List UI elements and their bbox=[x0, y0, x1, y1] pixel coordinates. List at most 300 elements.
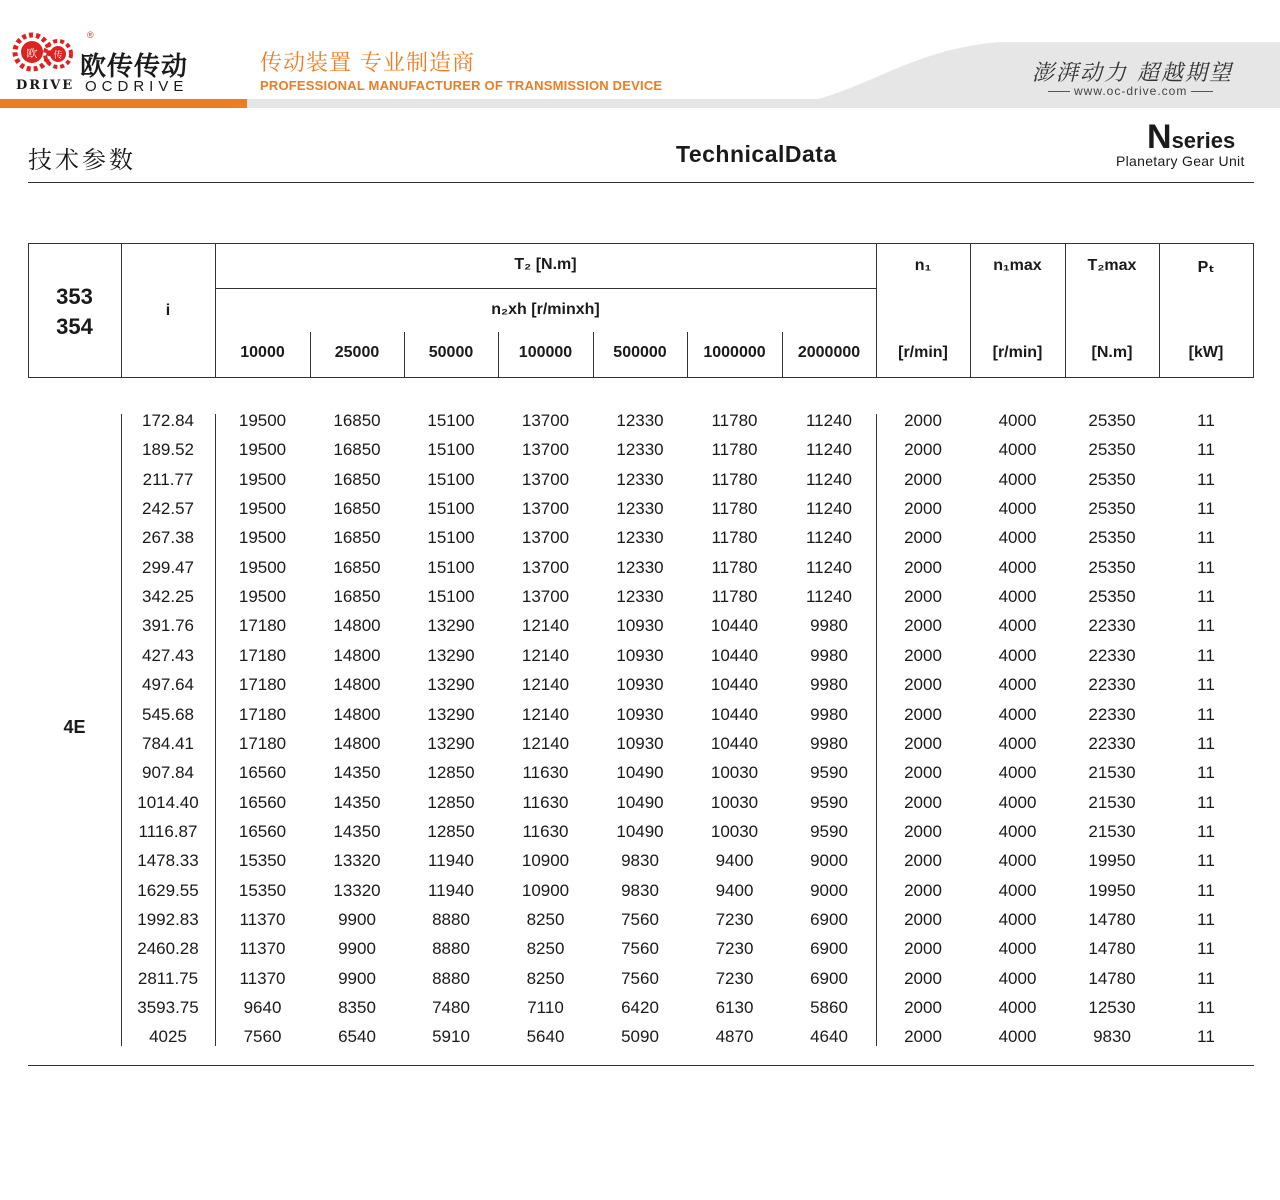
table-cell: 13700 bbox=[521, 528, 570, 548]
table-cell: 17180 bbox=[238, 733, 287, 753]
logo-chinese-name: 欧传传动 bbox=[80, 52, 189, 82]
table-cell: 25350 bbox=[1088, 557, 1136, 577]
table-cell: 11240 bbox=[805, 469, 852, 489]
table-cell: 2460.28 bbox=[137, 939, 199, 959]
table-cell: 15100 bbox=[427, 469, 475, 489]
table-cell: 11 bbox=[1197, 763, 1215, 783]
table-cell: 14780 bbox=[1088, 939, 1136, 959]
table-cell: 8250 bbox=[526, 909, 565, 929]
table-cell: 2000 bbox=[904, 616, 942, 636]
table-cell: 4000 bbox=[998, 675, 1037, 695]
t2max-unit: [N.m] bbox=[1091, 344, 1133, 361]
model-number-354: 354 bbox=[56, 314, 93, 339]
table-cell: 9400 bbox=[715, 880, 754, 900]
table-cell: 10930 bbox=[616, 675, 664, 695]
table-cell: 12140 bbox=[521, 645, 570, 665]
table-cell: 16850 bbox=[333, 440, 381, 460]
registered-mark: ® bbox=[87, 30, 94, 40]
n2xh-header: n₂xh [r/minxh] bbox=[491, 301, 600, 318]
table-cell: 16560 bbox=[238, 821, 287, 841]
table-row bbox=[28, 817, 1254, 846]
table-cell: 22330 bbox=[1088, 733, 1136, 753]
table-cell: 1478.33 bbox=[137, 851, 199, 871]
brand-logo bbox=[10, 30, 210, 94]
table-cell: 11 bbox=[1197, 880, 1215, 900]
group-label: 4E bbox=[63, 717, 86, 737]
table-cell: 14350 bbox=[333, 821, 381, 841]
table-cell: 11780 bbox=[711, 411, 758, 430]
table-cell: 9900 bbox=[338, 939, 376, 959]
table-row bbox=[28, 670, 1254, 699]
table-cell: 25350 bbox=[1088, 528, 1136, 548]
tagline-chinese: 传动装置 专业制造商 bbox=[260, 51, 475, 76]
n2-column-header: 1000000 bbox=[703, 344, 766, 361]
table-cell: 13290 bbox=[427, 704, 475, 724]
table-cell: 6900 bbox=[810, 968, 848, 988]
table-cell: 11370 bbox=[239, 968, 286, 988]
table-header bbox=[28, 243, 1254, 378]
table-cell: 19950 bbox=[1088, 851, 1136, 871]
table-cell: 8250 bbox=[526, 968, 565, 988]
model-number-353: 353 bbox=[56, 284, 93, 309]
table-cell: 10930 bbox=[616, 704, 664, 724]
table-cell: 8880 bbox=[432, 939, 470, 959]
table-cell: 10490 bbox=[616, 792, 664, 812]
table-cell: 22330 bbox=[1088, 704, 1136, 724]
n2-column-header: 100000 bbox=[518, 344, 573, 361]
table-cell: 2000 bbox=[904, 968, 942, 988]
table-cell: 2000 bbox=[904, 587, 942, 607]
table-row bbox=[28, 553, 1254, 582]
logo-drive-text: DRIVE bbox=[16, 78, 75, 93]
table-row bbox=[28, 700, 1254, 729]
table-cell: 5640 bbox=[526, 1027, 565, 1047]
title-divider bbox=[28, 182, 1254, 183]
table-cell: 12850 bbox=[427, 763, 475, 783]
table-cell: 242.57 bbox=[142, 499, 194, 519]
table-cell: 6420 bbox=[621, 998, 659, 1017]
table-cell: 4000 bbox=[998, 440, 1037, 460]
table-cell: 3593.75 bbox=[137, 998, 199, 1017]
table-cell: 2000 bbox=[904, 998, 942, 1017]
table-cell: 12330 bbox=[616, 528, 664, 548]
table-cell: 11 bbox=[1197, 440, 1215, 460]
table-cell: 4025 bbox=[149, 1027, 187, 1047]
table-cell: 2000 bbox=[904, 939, 942, 959]
table-cell: 12330 bbox=[616, 557, 664, 577]
table-row bbox=[28, 876, 1254, 905]
table-cell: 172.84 bbox=[142, 411, 194, 430]
table-cell: 12330 bbox=[616, 499, 664, 519]
table-cell: 10930 bbox=[616, 733, 664, 753]
table-cell: 11940 bbox=[427, 851, 474, 871]
table-cell: 15350 bbox=[238, 880, 287, 900]
table-cell: 9830 bbox=[621, 851, 659, 871]
n2-column-header: 25000 bbox=[334, 344, 380, 361]
table-cell: 14800 bbox=[333, 675, 381, 695]
table-cell: 14350 bbox=[333, 792, 381, 812]
table-cell: 16850 bbox=[333, 587, 381, 607]
table-cell: 10030 bbox=[710, 792, 759, 812]
table-cell: 11 bbox=[1197, 587, 1215, 607]
table-cell: 15100 bbox=[427, 557, 475, 577]
table-cell: 4000 bbox=[998, 704, 1037, 724]
table-cell: 22330 bbox=[1088, 675, 1136, 695]
table-cell: 11780 bbox=[711, 528, 758, 548]
table-cell: 11780 bbox=[711, 440, 758, 460]
table-cell: 25350 bbox=[1088, 411, 1136, 430]
table-cell: 10440 bbox=[710, 704, 759, 724]
table-cell: 11630 bbox=[522, 763, 569, 783]
table-row bbox=[28, 641, 1254, 670]
table-cell: 2000 bbox=[904, 909, 942, 929]
table-cell: 21530 bbox=[1088, 763, 1136, 783]
table-cell: 8880 bbox=[432, 909, 470, 929]
table-cell: 7560 bbox=[243, 1027, 282, 1047]
table-cell: 4000 bbox=[998, 499, 1037, 519]
table-cell: 15350 bbox=[238, 851, 287, 871]
table-row bbox=[28, 611, 1254, 640]
table-cell: 2000 bbox=[904, 763, 942, 783]
table-cell: 6900 bbox=[810, 909, 848, 929]
table-cell: 6900 bbox=[810, 939, 848, 959]
table-cell: 9980 bbox=[810, 645, 848, 665]
table-cell: 11940 bbox=[427, 880, 474, 900]
table-cell: 4000 bbox=[998, 998, 1037, 1017]
table-cell: 14800 bbox=[333, 616, 381, 636]
table-cell: 12330 bbox=[616, 411, 664, 430]
table-cell: 9980 bbox=[810, 675, 848, 695]
table-cell: 10030 bbox=[710, 821, 759, 841]
table-cell: 11 bbox=[1197, 998, 1215, 1017]
table-cell: 21530 bbox=[1088, 821, 1136, 841]
table-cell: 13290 bbox=[427, 616, 475, 636]
table-cell: 15100 bbox=[427, 440, 475, 460]
n1-unit: [r/min] bbox=[898, 344, 948, 361]
table-cell: 12850 bbox=[427, 792, 475, 812]
table-cell: 11780 bbox=[711, 587, 758, 607]
table-cell: 4000 bbox=[998, 469, 1037, 489]
table-cell: 9000 bbox=[810, 880, 848, 900]
table-row bbox=[28, 905, 1254, 934]
table-cell: 16850 bbox=[333, 499, 381, 519]
table-cell: 2000 bbox=[904, 704, 942, 724]
table-cell: 8350 bbox=[338, 998, 376, 1017]
table-cell: 11 bbox=[1197, 821, 1215, 841]
table-cell: 11 bbox=[1197, 792, 1215, 812]
table-cell: 2000 bbox=[904, 411, 942, 430]
table-cell: 2000 bbox=[904, 469, 942, 489]
table-cell: 11 bbox=[1197, 851, 1215, 871]
table-cell: 784.41 bbox=[142, 733, 194, 753]
table-cell: 11 bbox=[1197, 909, 1215, 929]
table-cell: 9980 bbox=[810, 704, 848, 724]
table-cell: 13290 bbox=[427, 675, 475, 695]
table-cell: 12330 bbox=[616, 587, 664, 607]
table-cell: 10490 bbox=[616, 763, 664, 783]
table-cell: 16850 bbox=[333, 557, 381, 577]
table-cell: 299.47 bbox=[142, 557, 194, 577]
table-cell: 1992.83 bbox=[137, 909, 199, 929]
table-cell: 11 bbox=[1197, 528, 1215, 548]
table-cell: 7560 bbox=[621, 939, 659, 959]
table-cell: 8250 bbox=[526, 939, 565, 959]
table-cell: 9590 bbox=[810, 763, 848, 783]
table-cell: 11370 bbox=[239, 939, 286, 959]
t2-header: T₂ [N.m] bbox=[514, 256, 577, 273]
page-title-chinese: 技术参数 bbox=[28, 146, 136, 174]
table-cell: 10900 bbox=[521, 851, 570, 871]
table-cell: 4000 bbox=[998, 851, 1037, 871]
table-cell: 7110 bbox=[527, 998, 564, 1017]
table-cell: 6540 bbox=[338, 1027, 376, 1047]
table-cell: 4870 bbox=[715, 1027, 754, 1047]
table-cell: 15100 bbox=[427, 587, 475, 607]
table-row bbox=[28, 465, 1254, 494]
table-cell: 8880 bbox=[432, 968, 470, 988]
table-cell: 11 bbox=[1197, 733, 1215, 753]
table-cell: 25350 bbox=[1088, 469, 1136, 489]
table-cell: 11 bbox=[1197, 616, 1215, 636]
table-cell: 4000 bbox=[998, 968, 1037, 988]
table-cell: 2000 bbox=[904, 792, 942, 812]
table-row bbox=[28, 582, 1254, 611]
pt-header: Pₜ bbox=[1197, 259, 1215, 276]
table-cell: 11 bbox=[1197, 968, 1215, 988]
table-cell: 4000 bbox=[998, 880, 1037, 900]
table-cell: 13700 bbox=[521, 411, 570, 430]
table-cell: 11 bbox=[1197, 557, 1215, 577]
table-cell: 7230 bbox=[715, 909, 754, 929]
table-cell: 6130 bbox=[715, 998, 754, 1017]
table-cell: 11780 bbox=[711, 557, 758, 577]
page-title-english: TechnicalData bbox=[676, 141, 837, 167]
table-row bbox=[28, 406, 1254, 435]
table-cell: 11240 bbox=[805, 440, 852, 460]
table-cell: 9830 bbox=[1093, 1027, 1131, 1047]
gear-text-left: 欧 bbox=[26, 47, 38, 60]
table-cell: 14780 bbox=[1088, 909, 1136, 929]
table-cell: 14800 bbox=[333, 733, 381, 753]
table-cell: 19500 bbox=[238, 528, 287, 548]
table-cell: 13290 bbox=[427, 733, 475, 753]
table-cell: 267.38 bbox=[142, 528, 194, 548]
table-cell: 342.25 bbox=[142, 587, 194, 607]
t2max-header: T₂max bbox=[1087, 257, 1137, 274]
table-cell: 10440 bbox=[710, 645, 759, 665]
table-cell: 4640 bbox=[810, 1027, 848, 1047]
table-cell: 16850 bbox=[333, 469, 381, 489]
table-cell: 19500 bbox=[238, 469, 287, 489]
table-cell: 5910 bbox=[432, 1027, 470, 1047]
table-cell: 4000 bbox=[998, 587, 1037, 607]
table-cell: 22330 bbox=[1088, 645, 1136, 665]
table-row bbox=[28, 1022, 1254, 1051]
series-title bbox=[1147, 118, 1235, 157]
n2-column-header: 2000000 bbox=[797, 344, 861, 361]
table-bottom-rule bbox=[28, 1065, 1254, 1066]
table-cell: 14800 bbox=[333, 645, 381, 665]
table-cell: 497.64 bbox=[142, 675, 194, 695]
table-cell: 2000 bbox=[904, 851, 942, 871]
table-cell: 11630 bbox=[522, 821, 569, 841]
table-cell: 22330 bbox=[1088, 616, 1136, 636]
table-cell: 9640 bbox=[243, 998, 282, 1017]
table-cell: 1014.40 bbox=[137, 792, 199, 812]
table-cell: 2000 bbox=[904, 645, 942, 665]
table-cell: 11 bbox=[1197, 704, 1215, 724]
table-cell: 11 bbox=[1197, 675, 1215, 695]
table-cell: 545.68 bbox=[142, 704, 194, 724]
table-cell: 16560 bbox=[238, 792, 287, 812]
table-cell: 11 bbox=[1197, 411, 1215, 430]
table-cell: 11 bbox=[1197, 939, 1215, 959]
table-cell: 7560 bbox=[621, 968, 659, 988]
table-cell: 21530 bbox=[1088, 792, 1136, 812]
table-cell: 10440 bbox=[710, 675, 759, 695]
table-cell: 9830 bbox=[621, 880, 659, 900]
table-cell: 2000 bbox=[904, 733, 942, 753]
tagline-english: PROFESSIONAL MANUFACTURER OF TRANSMISSION DEVICE bbox=[260, 78, 663, 93]
table-cell: 7560 bbox=[621, 909, 659, 929]
table-cell: 4000 bbox=[998, 939, 1037, 959]
table-cell: 7480 bbox=[432, 998, 470, 1017]
table-cell: 11240 bbox=[805, 528, 852, 548]
n2-column-header: 500000 bbox=[613, 344, 667, 361]
table-cell: 4000 bbox=[998, 1027, 1037, 1047]
table-cell: 11780 bbox=[711, 499, 758, 519]
table-cell: 2000 bbox=[904, 440, 942, 460]
table-cell: 4000 bbox=[998, 909, 1037, 929]
table-cell: 12140 bbox=[521, 616, 570, 636]
logo-ocdrive-text: OCDRIVE bbox=[85, 78, 189, 95]
table-cell: 11 bbox=[1197, 1027, 1215, 1047]
table-cell: 11240 bbox=[805, 587, 852, 607]
table-cell: 17180 bbox=[238, 675, 287, 695]
n1-header: n₁ bbox=[914, 257, 932, 274]
table-cell: 907.84 bbox=[142, 763, 194, 783]
table-row bbox=[28, 729, 1254, 758]
table-cell: 12330 bbox=[616, 440, 664, 460]
table-cell: 17180 bbox=[238, 704, 287, 724]
table-cell: 12140 bbox=[521, 675, 570, 695]
pt-unit: [kW] bbox=[1188, 344, 1224, 361]
table-cell: 19500 bbox=[238, 499, 287, 519]
table-cell: 16560 bbox=[238, 763, 287, 783]
table-cell: 19500 bbox=[238, 440, 287, 460]
table-cell: 15100 bbox=[427, 411, 475, 430]
table-cell: 391.76 bbox=[142, 616, 194, 636]
table-cell: 4000 bbox=[998, 616, 1037, 636]
table-cell: 19500 bbox=[238, 411, 287, 430]
table-cell: 4000 bbox=[998, 411, 1037, 430]
table-cell: 13290 bbox=[427, 645, 475, 665]
table-cell: 9400 bbox=[715, 851, 754, 871]
table-cell: 11 bbox=[1197, 469, 1215, 489]
table-cell: 15100 bbox=[427, 499, 475, 519]
table-cell: 11780 bbox=[711, 469, 758, 489]
table-row bbox=[28, 993, 1254, 1022]
table-cell: 11 bbox=[1197, 499, 1215, 519]
table-cell: 13320 bbox=[333, 880, 381, 900]
table-cell: 13700 bbox=[521, 440, 570, 460]
table-cell: 12330 bbox=[616, 469, 664, 489]
table-cell: 4000 bbox=[998, 645, 1037, 665]
table-cell: 2000 bbox=[904, 675, 942, 695]
table-cell: 11370 bbox=[239, 909, 286, 929]
table-cell: 7230 bbox=[715, 939, 754, 959]
table-cell: 1116.87 bbox=[138, 821, 198, 841]
table-cell: 11630 bbox=[522, 792, 569, 812]
table-cell: 13320 bbox=[333, 851, 381, 871]
table-row bbox=[28, 964, 1254, 993]
table-row bbox=[28, 758, 1254, 787]
table-cell: 9590 bbox=[810, 821, 848, 841]
table-row bbox=[28, 934, 1254, 963]
table-cell: 11240 bbox=[805, 411, 852, 430]
table-cell: 12140 bbox=[521, 704, 570, 724]
table-cell: 11240 bbox=[805, 557, 852, 577]
table-cell: 12850 bbox=[427, 821, 475, 841]
table-cell: 1629.55 bbox=[137, 880, 199, 900]
table-cell: 9980 bbox=[810, 733, 848, 753]
table-cell: 2000 bbox=[904, 1027, 942, 1047]
table-cell: 10440 bbox=[710, 733, 759, 753]
table-row bbox=[28, 846, 1254, 875]
table-cell: 4000 bbox=[998, 733, 1037, 753]
table-cell: 19950 bbox=[1088, 880, 1136, 900]
table-cell: 14800 bbox=[333, 704, 381, 724]
table-cell: 10900 bbox=[521, 880, 570, 900]
table-cell: 19500 bbox=[238, 557, 287, 577]
table-cell: 5860 bbox=[810, 998, 848, 1017]
gear-logo-icon bbox=[10, 30, 80, 80]
table-cell: 427.43 bbox=[142, 645, 194, 665]
table-cell: 10030 bbox=[710, 763, 759, 783]
series-letter: N bbox=[1147, 118, 1172, 156]
table-cell: 14780 bbox=[1088, 968, 1136, 988]
series-subtitle: Planetary Gear Unit bbox=[1116, 153, 1245, 169]
slogan: 澎湃动力 超越期望 bbox=[1032, 61, 1233, 86]
table-cell: 4000 bbox=[998, 528, 1037, 548]
table-cell: 189.52 bbox=[142, 440, 194, 460]
table-cell: 17180 bbox=[238, 645, 287, 665]
table-cell: 16850 bbox=[333, 411, 381, 430]
table-row bbox=[28, 435, 1254, 464]
table-cell: 211.77 bbox=[142, 469, 194, 489]
table-cell: 10440 bbox=[710, 616, 759, 636]
website-text: www.oc-drive.com bbox=[1044, 84, 1217, 98]
table-cell: 13700 bbox=[521, 587, 570, 607]
table-cell: 4000 bbox=[998, 821, 1037, 841]
table-row bbox=[28, 523, 1254, 552]
table-cell: 2000 bbox=[904, 880, 942, 900]
table-cell: 4000 bbox=[998, 763, 1037, 783]
table-cell: 2000 bbox=[904, 499, 942, 519]
table-cell: 25350 bbox=[1088, 587, 1136, 607]
table-cell: 11240 bbox=[805, 499, 852, 519]
table-cell: 25350 bbox=[1088, 499, 1136, 519]
table-cell: 10930 bbox=[616, 645, 664, 665]
table-row bbox=[28, 788, 1254, 817]
table-row bbox=[28, 494, 1254, 523]
table-cell: 5090 bbox=[621, 1027, 659, 1047]
table-cell: 4000 bbox=[998, 792, 1037, 812]
table-cell: 9900 bbox=[338, 968, 376, 988]
table-cell: 9590 bbox=[810, 792, 848, 812]
table-cell: 10490 bbox=[616, 821, 664, 841]
n1max-header: n₁max bbox=[993, 257, 1042, 274]
